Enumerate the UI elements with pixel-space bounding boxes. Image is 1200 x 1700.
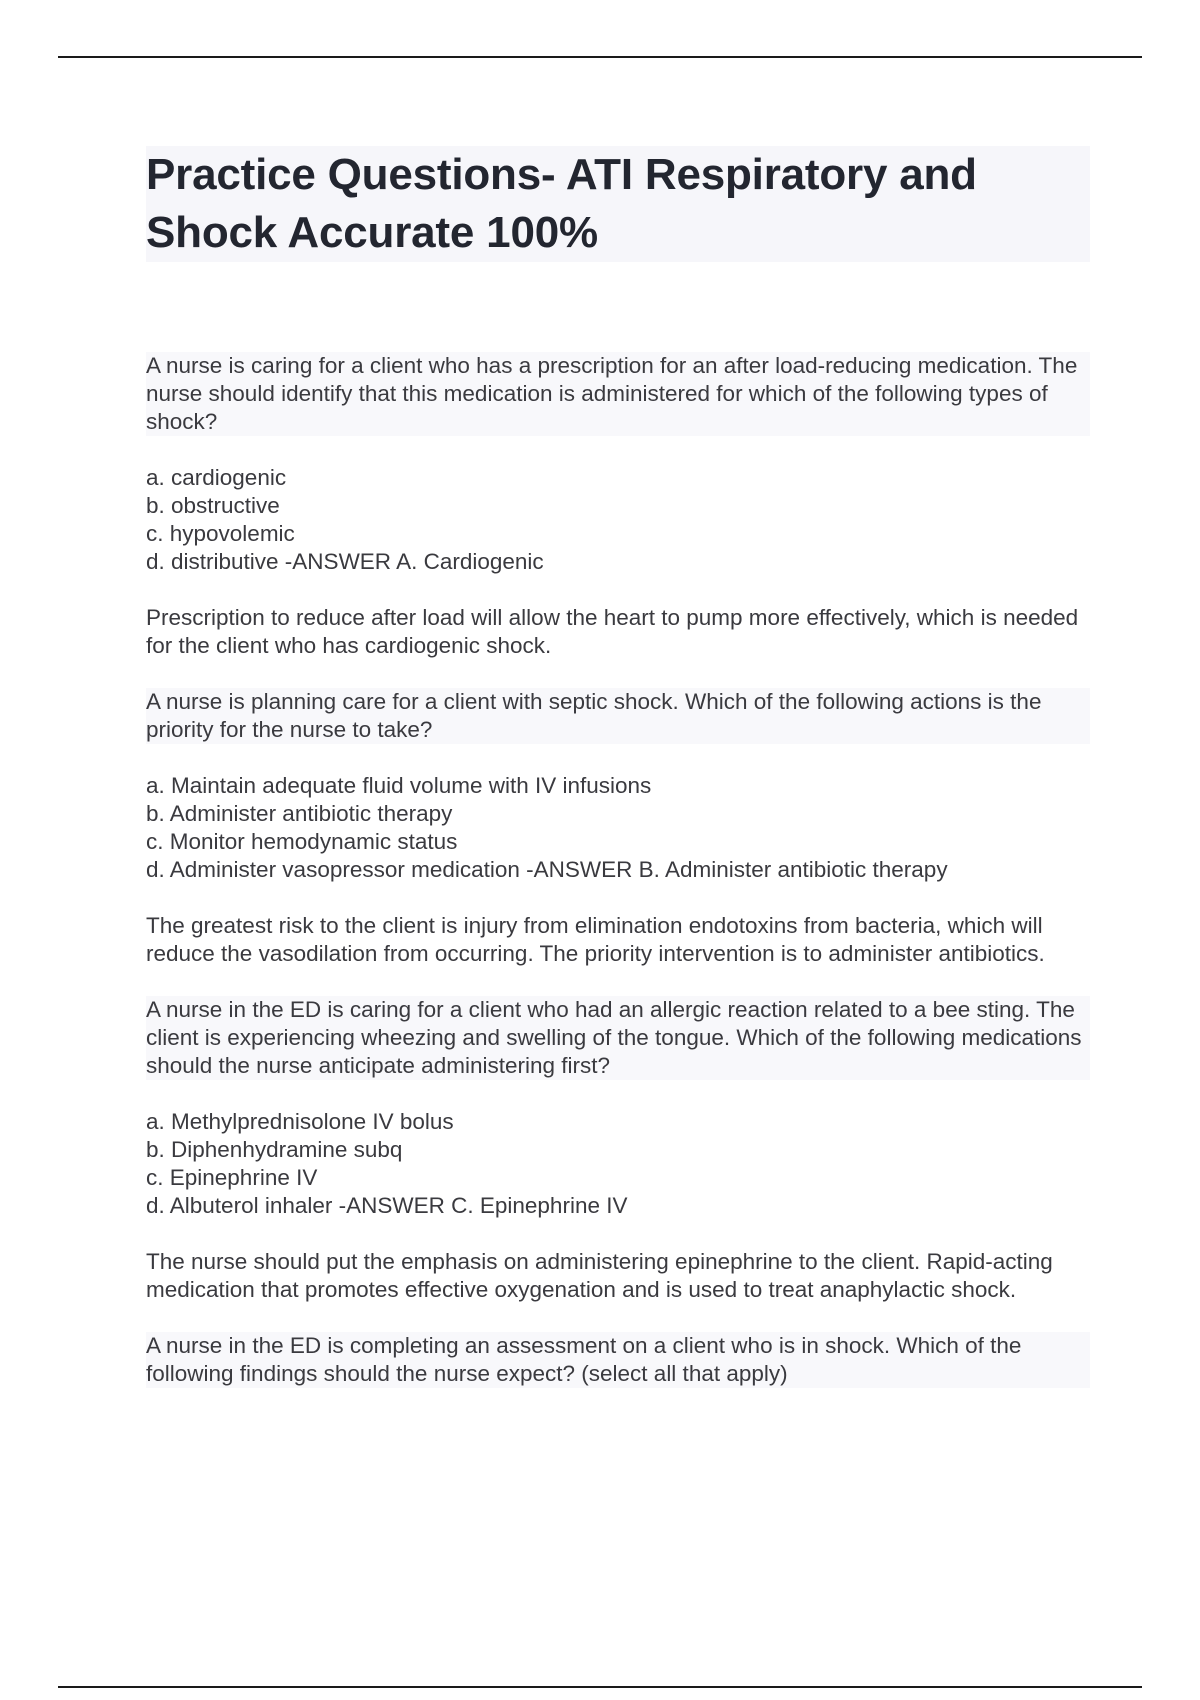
question-item xyxy=(146,688,1090,968)
option: b. obstructive xyxy=(146,493,280,518)
option: b. Diphenhydramine subq xyxy=(146,1137,403,1162)
answer-explanation: Prescription to reduce after load will allow the heart to pump more effectively, which is needed for the client who has cardiogenic shock. xyxy=(146,605,1079,658)
question-list xyxy=(146,352,1090,1388)
answer-options xyxy=(146,464,1090,576)
answer-options xyxy=(146,1108,1090,1220)
option: b. Administer antibiotic therapy xyxy=(146,801,453,826)
page-title: Practice Questions- ATI Respiratory and Shock Accurate 100% xyxy=(146,146,1090,262)
question-text: A nurse in the ED is caring for a client who had an allergic reaction related to a bee sting. The client is experiencing wheezing and swelling of the tongue. Which of the following medications should the nurse anticipate administering first? xyxy=(146,996,1090,1080)
answer-explanation: The nurse should put the emphasis on administering epinephrine to the client. Rapid-acting medication that promotes effective oxygenation and is used to treat anaphylactic shock. xyxy=(146,1249,1053,1302)
question-text: A nurse is planning care for a client with septic shock. Which of the following actions is the priority for the nurse to take? xyxy=(146,688,1090,744)
option-with-answer: d. distributive -ANSWER A. Cardiogenic xyxy=(146,549,544,574)
option: c. hypovolemic xyxy=(146,521,295,546)
answer-options xyxy=(146,772,1090,884)
option: a. Maintain adequate fluid volume with IV infusions xyxy=(146,773,652,798)
question-item xyxy=(146,996,1090,1304)
question-text: A nurse in the ED is completing an assessment on a client who is in shock. Which of the following findings should the nurse expect? (select all that apply) xyxy=(146,1332,1090,1388)
option-with-answer: d. Albuterol inhaler -ANSWER C. Epinephrine IV xyxy=(146,1193,628,1218)
question-item xyxy=(146,1332,1090,1388)
question-text: A nurse is caring for a client who has a prescription for an after load-reducing medication. The nurse should identify that this medication is administered for which of the following types of shock? xyxy=(146,352,1090,436)
option-with-answer: d. Administer vasopressor medication -ANSWER B. Administer antibiotic therapy xyxy=(146,857,948,882)
option: c. Monitor hemodynamic status xyxy=(146,829,458,854)
option: a. cardiogenic xyxy=(146,465,287,490)
top-rule xyxy=(58,56,1142,58)
option: a. Methylprednisolone IV bolus xyxy=(146,1109,454,1134)
question-item xyxy=(146,352,1090,660)
option: c. Epinephrine IV xyxy=(146,1165,318,1190)
answer-explanation: The greatest risk to the client is injury from elimination endotoxins from bacteria, which will reduce the vasodilation from occurring. The priority intervention is to administer antibiotics. xyxy=(146,913,1045,966)
bottom-rule xyxy=(58,1686,1142,1688)
document-body xyxy=(146,146,1090,1416)
